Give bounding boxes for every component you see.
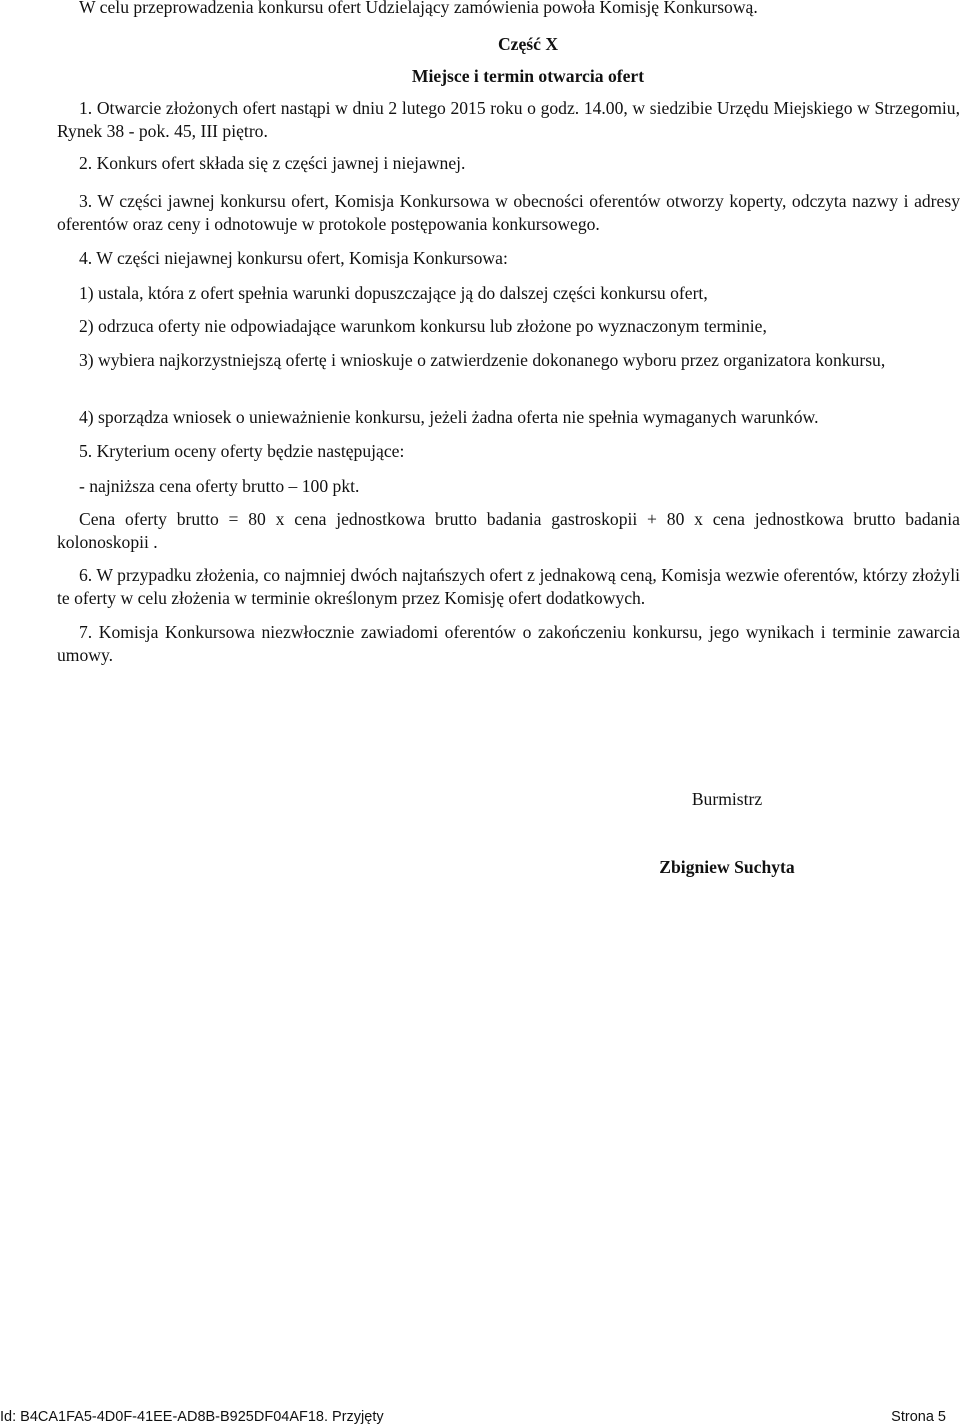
section-title-heading: Miejsce i termin otwarcia ofert	[411, 66, 645, 86]
paragraph-4-point-3: 3) wybiera najkorzystniejszą ofertę i wnioskuje o zatwierdzenie dokonanego wyboru przez organizatora konkursu,	[79, 350, 886, 370]
paragraph-4-point-2: 2) odrzuca oferty nie odpowiadające warunkom konkursu lub złożone po wyznaczonym terminie,	[79, 316, 767, 336]
paragraph-4: 4. W części niejawnej konkursu ofert, Komisja Konkursowa:	[79, 248, 508, 268]
section-part-heading: Część X	[497, 34, 559, 54]
paragraph-2: 2. Konkurs ofert składa się z części jawnej i niejawnej.	[79, 153, 466, 173]
paragraph-4-point-1: 1) ustala, która z ofert spełnia warunki dopuszczające ją do dalszej części konkursu ofert,	[79, 283, 708, 303]
signature-name: Zbigniew Suchyta	[659, 857, 795, 877]
paragraph-1: 1. Otwarcie złożonych ofert nastąpi w dniu 2 lutego 2015 roku o godz. 14.00, w siedzibie Urzędu Miejskiego w Strzegomiu, Rynek 38 - pok. 45, III piętro.	[57, 98, 960, 141]
paragraph-3: 3. W części jawnej konkursu ofert, Komisja Konkursowa w obecności oferentów otworzy koperty, odczyta nazwy i adresy oferentów oraz ceny i odnotowuje w protokole postępowania konkursowego.	[57, 191, 960, 234]
paragraph-5-criterion: - najniższa cena oferty brutto – 100 pkt.	[79, 476, 360, 496]
footer-document-id: Id: B4CA1FA5-4D0F-41EE-AD8B-B925DF04AF18. Przyjęty	[0, 1409, 384, 1425]
paragraph-5-formula: Cena oferty brutto = 80 x cena jednostkowa brutto badania gastroskopii + 80 x cena jednostkowa brutto badania kolonoskopii .	[57, 509, 960, 552]
signature-role: Burmistrz	[691, 789, 763, 809]
paragraph-7: 7. Komisja Konkursowa niezwłocznie zawiadomi oferentów o zakończeniu konkursu, jego wynikach i terminie zawarcia umowy.	[57, 622, 960, 665]
intro-paragraph: W celu przeprowadzenia konkursu ofert Udzielający zamówienia powoła Komisję Konkursową.	[79, 0, 758, 17]
paragraph-6: 6. W przypadku złożenia, co najmniej dwóch najtańszych ofert z jednakową ceną, Komisja wezwie oferentów, którzy złożyli te oferty w celu złożenia w terminie określonym przez Komisję ofert dodatkowych.	[57, 565, 960, 608]
footer-page-number: Strona 5	[891, 1409, 946, 1425]
paragraph-5: 5. Kryterium oceny oferty będzie następujące:	[79, 441, 405, 461]
paragraph-4-point-4: 4) sporządza wniosek o unieważnienie konkursu, jeżeli żadna oferta nie spełnia wymaganych warunków.	[79, 407, 819, 427]
